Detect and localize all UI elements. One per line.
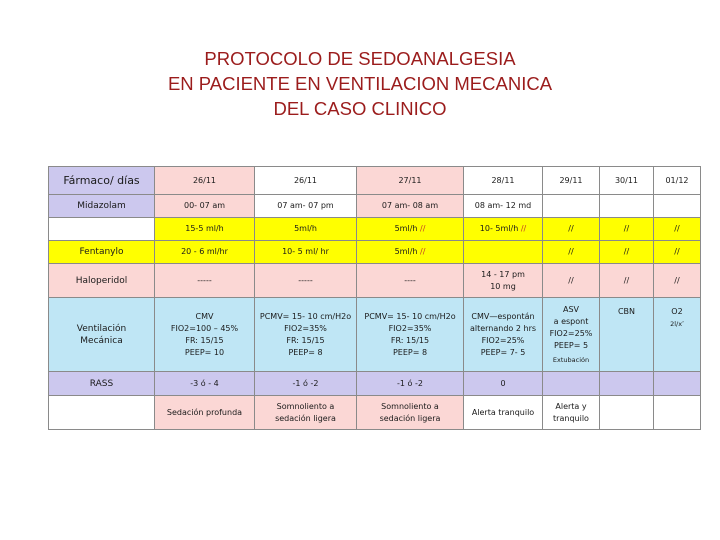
page-title [0, 46, 720, 121]
table-cell: // [543, 241, 600, 264]
empty-label-cell [49, 396, 155, 430]
table-cell: Somnoliento a sedación ligera [255, 396, 357, 430]
table-cell: ---- [357, 264, 464, 298]
title-line-3: DEL CASO CLINICO [273, 98, 447, 119]
ventilacion-row [49, 298, 701, 372]
table-cell [600, 372, 654, 396]
table-cell [654, 298, 701, 372]
header-label: Fármaco/ días [49, 167, 155, 195]
table-cell: 14 - 17 pm 10 mg [464, 264, 543, 298]
rass-row [49, 372, 701, 396]
discontinued-mark: // [420, 247, 426, 256]
title-line-1: PROTOCOLO DE SEDOANALGESIA [204, 48, 516, 69]
dose-text: 5ml/h [394, 247, 418, 256]
table-cell: 20 - 6 ml/hr [155, 241, 255, 264]
haloperidol-row [49, 264, 701, 298]
date-cell: 27/11 [357, 167, 464, 195]
table-cell [357, 241, 464, 264]
date-cell: 01/12 [654, 167, 701, 195]
date-cell: 26/11 [255, 167, 357, 195]
vent-text: ASV a espont FIO2=25% PEEP= 5 [549, 304, 593, 350]
table-cell: 07 am- 07 pm [255, 195, 357, 218]
title-line-2: EN PACIENTE EN VENTILACION MECANICA [167, 73, 553, 94]
table-cell [654, 396, 701, 430]
date-cell: 26/11 [155, 167, 255, 195]
table-cell: PCMV= 15- 10 cm/H2o FIO2=35% FR: 15/15 PEEP= 8 [357, 298, 464, 372]
table-cell: -1 ó -2 [255, 372, 357, 396]
drug-label-ventilacion: Ventilación Mecánica [49, 298, 155, 372]
table-cell [600, 195, 654, 218]
table-cell: Alerta y tranquilo [543, 396, 600, 430]
discontinued-mark: // [420, 224, 426, 233]
table-cell: // [543, 218, 600, 241]
table-cell: // [600, 241, 654, 264]
table-cell: -1 ó -2 [357, 372, 464, 396]
table-cell [654, 195, 701, 218]
o2-text: O2 [671, 307, 683, 316]
table-cell: Somnoliento a sedación ligera [357, 396, 464, 430]
table-cell: -3 ó - 4 [155, 372, 255, 396]
table-cell: Sedación profunda [155, 396, 255, 430]
table-cell: 5ml/h [255, 218, 357, 241]
table-cell: ----- [255, 264, 357, 298]
extubacion-note: Extubación [552, 355, 590, 364]
fentanylo-row [49, 241, 701, 264]
table-cell: 15-5 ml/h [155, 218, 255, 241]
table-cell: // [543, 264, 600, 298]
dose-text: 10- 5ml/h [479, 224, 519, 233]
table-cell [543, 195, 600, 218]
midazolam-row-2 [49, 218, 701, 241]
table-cell [600, 396, 654, 430]
table-cell: 10- 5 ml/ hr [255, 241, 357, 264]
date-cell: 30/11 [600, 167, 654, 195]
drug-label-midazolam: Midazolam [49, 195, 155, 218]
drug-label-rass: RASS [49, 372, 155, 396]
table-cell [357, 218, 464, 241]
table-cell: CBN [600, 298, 654, 372]
table-cell: // [600, 264, 654, 298]
discontinued-mark: // [520, 224, 527, 233]
table-cell: 0 [464, 372, 543, 396]
table-cell: ----- [155, 264, 255, 298]
table-cell: // [654, 241, 701, 264]
table-cell: 00- 07 am [155, 195, 255, 218]
table-cell: PCMV= 15- 10 cm/H2o FIO2=35% FR: 15/15 PEEP= 8 [255, 298, 357, 372]
protocol-table [48, 166, 701, 430]
table-cell [654, 372, 701, 396]
table-cell: Alerta tranquilo [464, 396, 543, 430]
table-cell: CMV FIO2=100 – 45% FR: 15/15 PEEP= 10 [155, 298, 255, 372]
empty-label-cell [49, 218, 155, 241]
table-cell: CMV—espontán alternando 2 hrs FIO2=25% PEEP= 7- 5 [464, 298, 543, 372]
table-cell: 08 am- 12 md [464, 195, 543, 218]
table-cell [464, 218, 543, 241]
table-cell: // [654, 218, 701, 241]
drug-label-fentanylo: Fentanylo [49, 241, 155, 264]
table-cell: // [600, 218, 654, 241]
dose-text: 5ml/h [394, 224, 418, 233]
table-cell [543, 372, 600, 396]
table-cell: 07 am- 08 am [357, 195, 464, 218]
table-cell [464, 241, 543, 264]
table-cell: // [654, 264, 701, 298]
drug-label-haloperidol: Haloperidol [49, 264, 155, 298]
table-cell [543, 298, 600, 372]
o2-note: 2l/xʹ [670, 320, 684, 328]
header-row [49, 167, 701, 195]
date-cell: 29/11 [543, 167, 600, 195]
estado-row [49, 396, 701, 430]
midazolam-row-1 [49, 195, 701, 218]
date-cell: 28/11 [464, 167, 543, 195]
